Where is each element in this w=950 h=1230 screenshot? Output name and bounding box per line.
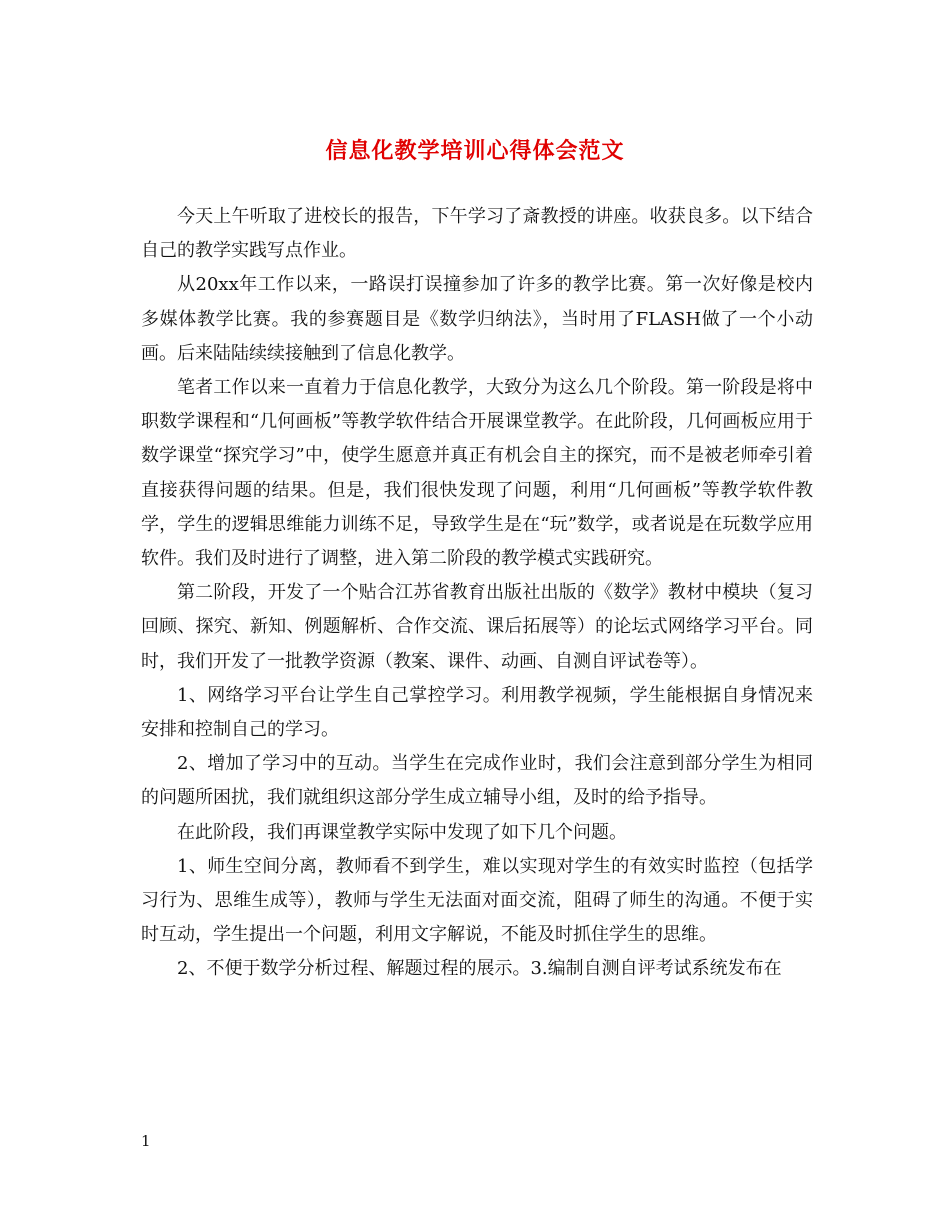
page-number: 1: [141, 1132, 151, 1150]
paragraph: 第二阶段，开发了一个贴合江苏省教育出版社出版的《数学》教材中模块（复习回顾、探究、新知、例题解析、合作交流、课后拓展等）的论坛式网络学习平台。同时，我们开发了一批教学资源（教案、课件、动画、自测自评试卷等）。: [141, 582, 813, 672]
document-title: 信息化教学培训心得体会范文: [325, 138, 625, 164]
paragraph: 1、网络学习平台让学生自己掌控学习。利用教学视频，学生能根据自身情况来安排和控制自己的学习。: [141, 684, 813, 741]
paragraph: 在此阶段，我们再课堂教学实际中发现了如下几个问题。: [177, 821, 627, 843]
paragraph: 2、增加了学习中的互动。当学生在完成作业时，我们会注意到部分学生为相同的问题所困扰，我们就组织这部分学生成立辅导小组，及时的给予指导。: [141, 753, 813, 809]
paragraph: 今天上午听取了进校长的报告，下午学习了斎教授的讲座。收获良多。以下结合自己的教学实践写点作业。: [141, 206, 813, 262]
paragraph: 从20xx年工作以来，一路误打误撞参加了许多的教学比赛。第一次好像是校内多媒体教学比赛。我的参赛题目是《数学归纳法》，当时用了FLASH做了一个小动画。后来陆陆续续接触到了信息化教学。: [141, 274, 813, 364]
document-body: [141, 200, 813, 987]
paragraph: 笔者工作以来一直着力于信息化教学，大致分为这么几个阶段。第一阶段是将中职数学课程和“几何画板”等教学软件结合开展课堂教学。在此阶段，几何画板应用于数学课堂“探究学习”中，使学生愿意并真正有机会自主的探究，而不是被老师牵引着直接获得问题的结果。但是，我们很快发现了问题，利用“几何画板”等教学软件教学，学生的逻辑思维能力训练不足，导致学生是在“玩”数学，或者说是在玩数学应用软件。我们及时进行了调整，进入第二阶段的教学模式实践研究。: [141, 377, 813, 570]
paragraph: 2、不便于数学分析过程、解题过程的展示。3.编制自测自评考试系统发布在: [177, 958, 782, 980]
paragraph: 1、师生空间分离，教师看不到学生，难以实现对学生的有效实时监控（包括学习行为、思维生成等），教师与学生无法面对面交流，阻碍了师生的沟通。不便于实时互动，学生提出一个问题，利用文字解说，不能及时抓住学生的思维。: [141, 855, 813, 946]
